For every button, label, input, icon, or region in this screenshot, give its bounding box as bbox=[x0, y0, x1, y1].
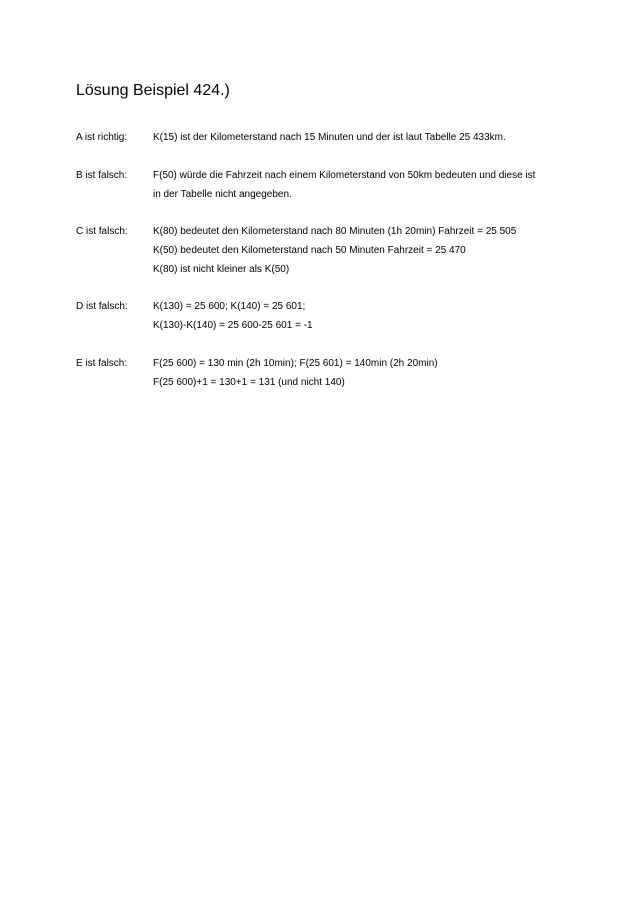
answer-explanation bbox=[153, 128, 573, 147]
explanation-line: K(130) = 25 600; K(140) = 25 601; bbox=[153, 301, 306, 312]
page-title: Lösung Beispiel 424.) bbox=[76, 82, 230, 99]
explanation-line: K(80) bedeutet den Kilometerstand nach 80 Minuten (1h 20min) Fahrzeit = 25 505 bbox=[153, 226, 517, 237]
answer-label: D ist falsch: bbox=[76, 301, 128, 312]
explanation-line: F(25 600) = 130 min (2h 10min); F(25 601) = 140min (2h 20min) bbox=[153, 358, 438, 369]
answer-label: A ist richtig: bbox=[76, 132, 128, 143]
explanation-line: K(50) bedeutet den Kilometerstand nach 50 Minuten Fahrzeit = 25 470 bbox=[153, 245, 466, 256]
explanation-line: F(25 600)+1 = 130+1 = 131 (und nicht 140) bbox=[153, 377, 345, 388]
answer-explanation bbox=[153, 222, 573, 279]
explanation-line: K(15) ist der Kilometerstand nach 15 Minuten und der ist laut Tabelle 25 433km. bbox=[153, 132, 506, 143]
explanation-line: K(130)-K(140) = 25 600-25 601 = -1 bbox=[153, 320, 313, 331]
answer-label: B ist falsch: bbox=[76, 170, 128, 181]
explanation-line: K(80) ist nicht kleiner als K(50) bbox=[153, 264, 290, 275]
answer-explanation bbox=[153, 166, 573, 204]
answer-label: E ist falsch: bbox=[76, 358, 128, 369]
explanation-line: F(50) würde die Fahrzeit nach einem Kilometerstand von 50km bedeuten und diese ist bbox=[153, 170, 536, 181]
answer-label: C ist falsch: bbox=[76, 226, 128, 237]
answer-explanation bbox=[153, 354, 573, 392]
answer-explanation bbox=[153, 297, 573, 335]
explanation-line: in der Tabelle nicht angegeben. bbox=[153, 189, 292, 200]
